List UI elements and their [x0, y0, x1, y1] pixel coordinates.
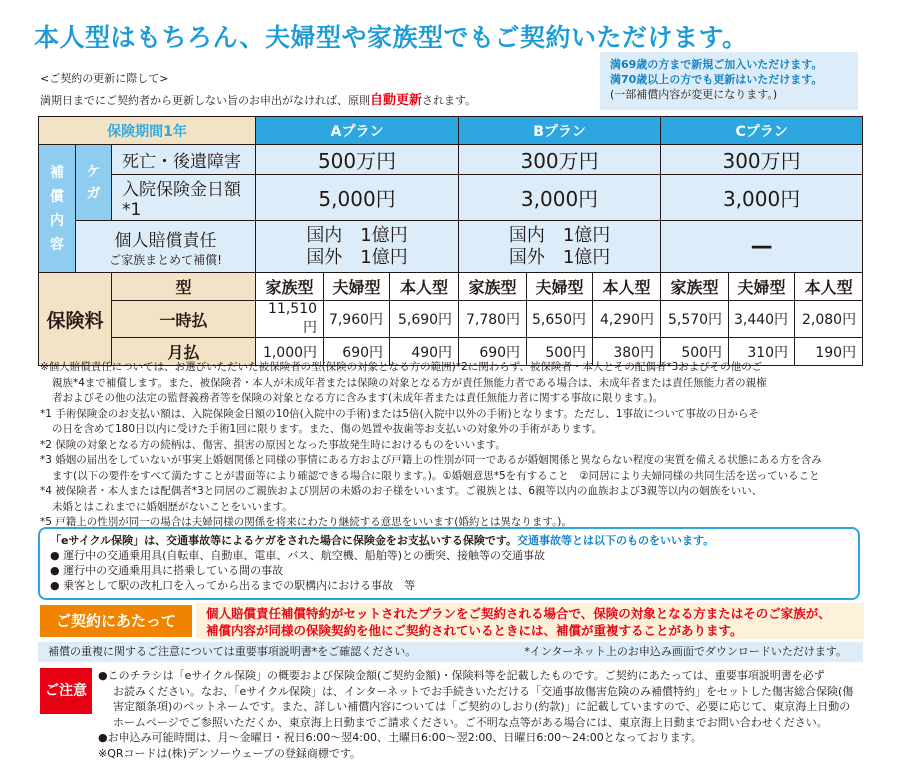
- death-disability-label: 死亡・後遺障害: [112, 145, 256, 175]
- monthly-price-cell: 690円: [324, 338, 390, 366]
- plan-b-header: Bプラン: [459, 117, 661, 145]
- footnote-line: 者およびその他の法定の監督義務者等を保険の対象となる方に含みます(未成年者または責任無能力者に関する事故に限ります。)。: [52, 392, 664, 404]
- age-line-2: 満70歳以上の方でも更新はいただけます。: [610, 73, 823, 86]
- caution-line: ●このチラシは「eサイクル保険」の概要および保険金額(ご契約金額)・保険料等を記載したものです。ご契約にあたっては、重要事項説明書を必ず: [98, 669, 825, 682]
- caution-line: お読みください。なお、「eサイクル保険」は、インターネットでお手続きいただける「交通事故傷害危険のみ補償特約」をセットした傷害総合保険(傷: [113, 684, 854, 698]
- footnote-line: ます(以下の要件をすべて満たすことが書面等により確認できる場合に限ります。)。①婚姻意思*5を有すること ②同居により夫婦同様の共同生活を送っていること: [52, 469, 820, 482]
- monthly-price-cell: 500円: [527, 338, 593, 366]
- ecycle-heading: 「eサイクル保険」は、交通事故等によるケガをされた場合に保険金をお支払いする保険です。交通事故等とは以下のものをいいます。: [50, 534, 715, 547]
- caution-label: ご注意: [40, 668, 92, 714]
- type-cell: 家族型: [459, 273, 527, 301]
- plan-c-header: Cプラン: [661, 117, 863, 145]
- type-cell: 本人型: [795, 273, 863, 301]
- footnote-line: 未婚とはこれまでに婚姻歴がないことをいいます。: [52, 500, 293, 513]
- lump-price-cell: 7,780円: [459, 301, 527, 338]
- traffic-accident-definition-box: [38, 527, 860, 600]
- type-cell: 本人型: [593, 273, 661, 301]
- list-item: ● 運行中の交通乗用具に搭乗している間の事故: [50, 564, 284, 577]
- footnote-line: ※個人賠償責任については、お選びいただいた被保険者の型(保険の対象となる方の範囲)*2に関わらず、被保険者・本人とその配偶者*3およびその他のご: [40, 361, 763, 373]
- monthly-price-cell: 190円: [795, 338, 863, 366]
- liability-label: 個人賠償責任 ご家族まとめて補償!: [76, 221, 256, 273]
- duplicate-coverage-note: 補償の重複に関するご注意については重要事項説明書*をご確認ください。 *インターネット上のお申込み画面でダウンロードいただけます。: [38, 642, 863, 662]
- contract-notice-text: 個人賠償責任補償特約がセットされたプランをご契約される場合で、保険の対象となる方またはそのご家族が、 補償内容が同様の保険契約を他にご契約されているときには、補償が重複することがあります。: [206, 606, 831, 638]
- monthly-price-cell: 380円: [593, 338, 661, 366]
- age-line-1: 満69歳の方まで新規ご加入いただけます。: [610, 58, 823, 71]
- lump-price-cell: 5,650円: [527, 301, 593, 338]
- age-eligibility-box: [600, 52, 858, 110]
- monthly-label: 月払: [112, 338, 256, 366]
- plan-table: [38, 116, 863, 366]
- headline: 本人型はもちろん、夫婦型や家族型でもご契約いただけます。: [34, 23, 748, 52]
- caution-text: [98, 668, 868, 761]
- caution-line: ホームページでご参照いただくか、東京海上日動までご請求ください。ご不明な点等がある場合には、東京海上日動までお問い合わせください。: [113, 715, 828, 729]
- caution-line: 害定額条項)のペットネームです。また、詳しい補償内容については「ご契約のしおり(約款)」に記載していますので、必要に応じて、東京海上日動の: [113, 700, 851, 713]
- renewal-title: <ご契約の更新に際して>: [40, 72, 169, 85]
- plan-a-death-value: 500万円: [256, 145, 459, 175]
- plan-c-hospital-value: 3,000円: [661, 175, 863, 221]
- plan-c-liability-value: —: [661, 221, 863, 273]
- list-item: ● 運行中の交通乗用具(自転車、自動車、電車、バス、航空機、船舶等)との衝突、接触等の交通事故: [50, 549, 546, 562]
- footnote-line: *1 手術保険金のお支払い額は、入院保険金日額の10倍(入院中の手術)または5倍(入院中以外の手術)となります。ただし、1事故について事故の日からそ: [40, 407, 759, 420]
- footnotes: [40, 360, 865, 531]
- period-header: 保険期間1年: [39, 117, 256, 145]
- footnote-line: *4 被保険者・本人または配偶者*3と同居のご親族および別居の未婚のお子様をいいます。ご親族とは、6親等以内の血族および3親等以内の姻族をいい、: [40, 485, 763, 497]
- monthly-price-cell: 1,000円: [256, 338, 324, 366]
- plan-b-death-value: 300万円: [459, 145, 661, 175]
- plan-a-liability-value: 国内 1億円 国外 1億円: [256, 221, 459, 273]
- monthly-price-cell: 490円: [390, 338, 459, 366]
- coverage-label: 補償内容: [39, 145, 76, 273]
- renewal-text-before: 満期日までにご契約者から更新しない旨のお申出がなければ、原則: [40, 94, 370, 107]
- lump-price-cell: 7,960円: [324, 301, 390, 338]
- renewal-text-after: されます。: [422, 94, 477, 107]
- plan-a-header: Aプラン: [256, 117, 459, 145]
- lump-price-cell: 11,510円: [256, 301, 324, 338]
- lump-price-cell: 4,290円: [593, 301, 661, 338]
- footnote-line: *2 保険の対象となる方の続柄は、傷害、損害の原因となった事故発生時におけるものをいいます。: [40, 438, 506, 451]
- type-label: 型: [112, 273, 256, 301]
- list-item: ● 乗客として駅の改札口を入ってから出るまでの駅構内における事故 等: [50, 579, 416, 592]
- monthly-price-cell: 690円: [459, 338, 527, 366]
- footnote-line: *3 婚姻の届出をしていないが事実上婚姻関係と同様の事情にある方および戸籍上の性別が同一であるが婚姻関係と異ならない程度の実質を備える状態にある方を含み: [40, 454, 822, 466]
- plan-b-hospital-value: 3,000円: [459, 175, 661, 221]
- type-cell: 夫婦型: [324, 273, 390, 301]
- plan-c-death-value: 300万円: [661, 145, 863, 175]
- lump-price-cell: 3,440円: [729, 301, 795, 338]
- type-cell: 家族型: [256, 273, 324, 301]
- bullet-icon: ●: [50, 549, 64, 562]
- footnote-line: *5 戸籍上の性別が同一の場合は夫婦同様の関係を将来にわたり継続する意思をいいます(婚約とは異なります。)。: [40, 516, 572, 528]
- auto-renewal-highlight: 自動更新: [370, 93, 423, 108]
- age-line-3: (一部補償内容が変更になります。): [610, 88, 778, 101]
- bullet-icon: ●: [50, 564, 64, 577]
- lump-price-cell: 5,690円: [390, 301, 459, 338]
- caution-line: ※QRコードは(株)デンソーウェーブの登録商標です。: [98, 746, 362, 760]
- lump-price-cell: 5,570円: [661, 301, 729, 338]
- footnote-line: 親族*4まで補償します。また、被保険者・本人が未成年者または保険の対象となる方が責任無能力者である場合は、未成年者または責任無能力者の親権: [52, 376, 767, 389]
- type-cell: 夫婦型: [527, 273, 593, 301]
- plan-b-liability-value: 国内 1億円 国外 1億円: [459, 221, 661, 273]
- footnote-line: の日を含めて180日以内に受けた手術1回に限ります。また、傷の処置や抜歯等お支払いの対象外の手術があります。: [52, 423, 603, 435]
- hospital-daily-label: 入院保険金日額*1: [112, 175, 256, 221]
- monthly-price-cell: 310円: [729, 338, 795, 366]
- lump-sum-label: 一時払: [112, 301, 256, 338]
- lump-price-cell: 2,080円: [795, 301, 863, 338]
- contract-notice-label: ご契約にあたって: [40, 605, 192, 637]
- type-cell: 夫婦型: [729, 273, 795, 301]
- plan-a-hospital-value: 5,000円: [256, 175, 459, 221]
- premium-label: 保険料: [39, 273, 112, 366]
- caution-line: ●お申込み可能時間は、月〜金曜日・祝日6:00〜翌4:00、土曜日6:00〜翌2:00、日曜日6:00〜24:00となっております。: [98, 731, 702, 744]
- type-cell: 本人型: [390, 273, 459, 301]
- injury-label: ケガ: [76, 145, 112, 221]
- bullet-icon: ●: [50, 579, 64, 592]
- monthly-price-cell: 500円: [661, 338, 729, 366]
- type-cell: 家族型: [661, 273, 729, 301]
- renewal-text: [40, 89, 476, 108]
